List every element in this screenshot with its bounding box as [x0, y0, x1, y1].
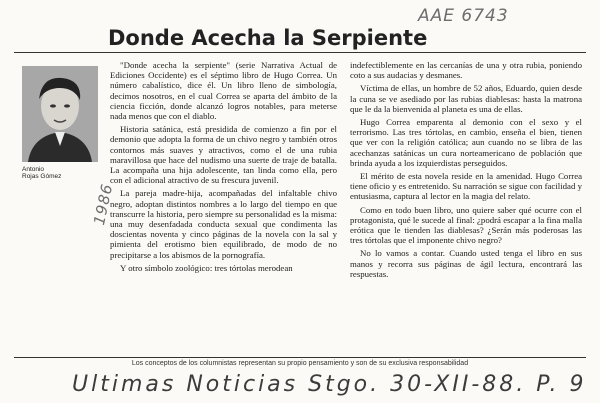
paragraph: Como en todo buen libro, uno quiere saber qué ocurre con el protagonista, qué le sucede al final: ¿podrá escapar a la fina malla erótica que le tienden las diablesas? ¿Serán más poderosas las tres tórtolas que el imponente chivo negro? — [350, 204, 582, 246]
paragraph: Y otro símbolo zoológico: tres tórtolas merodean — [120, 262, 293, 273]
top-rule — [14, 52, 586, 53]
bottom-rule — [14, 357, 586, 358]
handwritten-catalog-code: AAE 6743 — [418, 6, 509, 26]
article-column-1 — [110, 60, 337, 276]
paragraph: "Donde acecha la serpiente" (serie Narrativa Actual de Ediciones Occidente) es el séptimo libro de Hugo Correa. Un número cabalístico, dice él. Un libro lleno de simbología, decimos nosotros, en el cual Correa se aparta del ámbito de la ciencia ficción, donde alcanzó logros notables, para meterse nada menos que con el diablo. — [110, 60, 337, 122]
article-column-2 — [350, 60, 582, 282]
handwritten-source-note: Ultimas Noticias Stgo. 30-XII-88. P. 9 — [72, 372, 587, 397]
paragraph: No lo vamos a contar. Cuando usted tenga el libro en sus manos y recorra sus páginas de ágil lectura, encontrará las respuestas. — [350, 248, 582, 279]
author-caption — [22, 166, 102, 181]
article-title: Donde Acecha la Serpiente — [108, 26, 428, 50]
handwritten-year: 1986 — [90, 181, 117, 227]
paragraph: La pareja madre-hija, acompañadas del infaltable chivo negro, adoptan distintos nombres a lo largo del tiempo en que transcurre la historia, pero siempre su personalidad es la misma: una muy desenfadada conducta sexual que condimenta las doscientas noventa y cinco páginas de la novela con la sal y pimienta del erotismo bien equilibrado, de modo de no precipitarse a los abismos de la pornografía. — [110, 188, 337, 260]
paragraph: Víctima de ellas, un hombre de 52 años, Eduardo, quien desde la cuna se ve asediado por las rubias diablesas: hasta la matrona que le da la bienvenida al planeta es una de ellas. — [350, 83, 582, 114]
caption-line-2: Rojas Gómez — [22, 173, 62, 181]
disclaimer-footer: Los conceptos de los columnistas representan su propio pensamiento y son de su exclusiva responsabilidad — [131, 360, 469, 367]
author-photo — [22, 66, 98, 162]
caption-line-1: Antonio — [22, 166, 45, 173]
paragraph: Historia satánica, está presidida de comienzo a fin por el demonio que adopta la forma de un chivo negro y también otros contornos más suaves y atractivos, como el de una rubia maravillosa que hace del nudismo una suerte de traje de batalla. La acompaña una hija adolescente, tan linda como ella, pero con el adicional atractivo de su frescura juvenil. — [110, 124, 337, 186]
paragraph: Hugo Correa emparenta al demonio con el sexo y el terrorismo. Las tres tórtolas, en cambio, enseña el bien, tienen que ver con la religión católica; aun cuando no se libra de las acechanzas satánicas un cura norteamericano de población que brinda ayuda a los izquierdistas perseguidos. — [350, 117, 582, 168]
paragraph: indefectiblemente en las cercanías de una y otra rubia, poniendo coto a sus audacias y desmanes. — [350, 60, 582, 81]
paragraph: El mérito de esta novela reside en la amenidad. Hugo Correa tiene oficio y es entretenido. Su narración se sigue con facilidad y entusiasma, captura al lector en la magia del relato. — [350, 171, 582, 202]
